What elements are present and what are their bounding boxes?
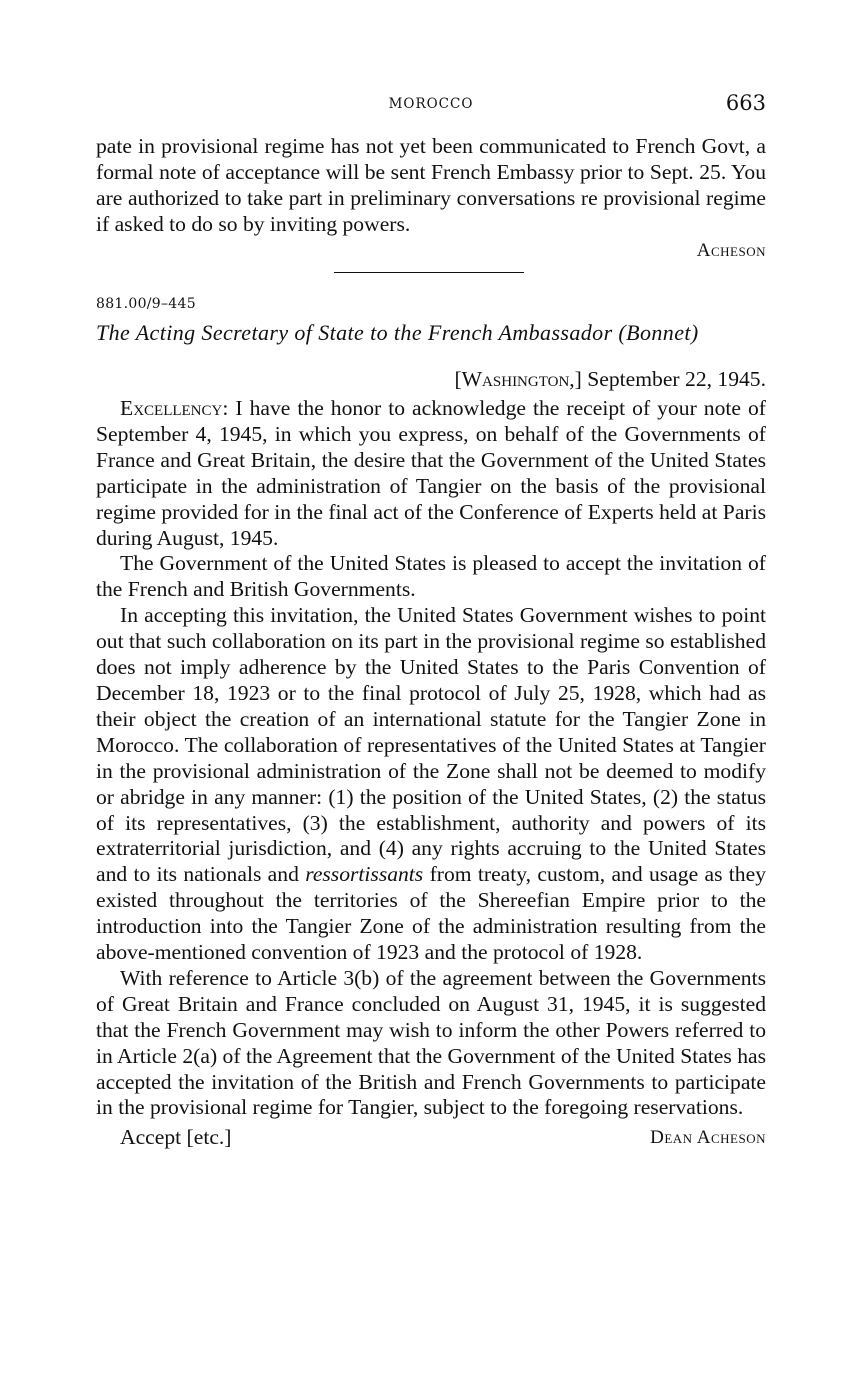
- paragraph-text-continued: from treaty, custom, and usage as they existed throughout the territories of the Shereefian Empire prior to the introduction into the Tangier Zone of the administration resulting from the above-mentioned convention of 1923 and the protocol of 1928.: [96, 862, 766, 965]
- letter-paragraph-4: With reference to Article 3(b) of the agreement between the Governments of Great Britain and France concluded on August 31, 1945, it is suggested that the French Government may wish to inform the other Powers referred to in Article 2(a) of the Agreement that the Government of the United States has accepted the invitation of the British and French Governments to participate in the provisional regime for Tangier, subject to the foregoing reservations.: [96, 965, 766, 1120]
- salutation: Excellency:: [120, 396, 229, 420]
- intro-signature: Acheson: [696, 239, 766, 261]
- closing-line: [96, 1125, 766, 1151]
- intro-section: [96, 134, 766, 264]
- dateline: [454, 367, 766, 392]
- section-divider: [334, 272, 524, 273]
- file-number: 881.00/9–445: [96, 296, 196, 312]
- letter-body: [96, 396, 766, 1151]
- letter-paragraph-3: [96, 603, 766, 966]
- closing-signature: Dean Acheson: [650, 1127, 766, 1149]
- closing-text: Accept [etc.]: [120, 1125, 232, 1150]
- paragraph-text: I have the honor to acknowledge the receipt of your note of September 4, 1945, in which you express, on behalf of the Governments of France and Great Britain, the desire that the Government of the United States participate in the administration of Tangier on the basis of the provisional regime provided for in the final act of the Conference of Experts held at Paris during August, 1945.: [96, 396, 766, 550]
- intro-paragraph: pate in provisional regime has not yet been communicated to French Govt, a formal note of acceptance will be sent French Embassy prior to Sept. 25. You are authorized to take part in preliminary conversations re provisional regime if asked to do so by inviting powers.: [96, 134, 766, 236]
- running-head: MOROCCO: [388, 96, 474, 112]
- dateline-date: September 22, 1945.: [587, 367, 766, 391]
- italic-term: ressortissants: [305, 862, 424, 887]
- paragraph-text: In accepting this invitation, the United States Government wishes to point out that such collaboration on its part in the provisional regime so established does not imply adherence by the United States to the Paris Convention of December 18, 1923 or to the final protocol of July 25, 1928, which had as their object the creation of an international statute for the Tangier Zone in Morocco. The collaboration of representatives of the United States at Tangier in the provisional administration of the Zone shall not be deemed to modify or abridge in any manner: (1) the position of the United States, (2) the status of its representatives, (3) the establishment, authority and powers of its extraterritorial jurisdiction, and (4) any rights accruing to the United States and to its nationals and: [96, 603, 766, 887]
- dateline-place: [Washington,]: [454, 367, 582, 391]
- document-title: The Acting Secretary of State to the French Ambassador (Bonnet): [96, 320, 699, 345]
- letter-paragraph-2: The Government of the United States is pleased to accept the invitation of the French and British Governments.: [96, 551, 766, 602]
- page-number: 663: [725, 91, 766, 115]
- letter-paragraph-1: [96, 396, 766, 551]
- page-header: [96, 91, 766, 118]
